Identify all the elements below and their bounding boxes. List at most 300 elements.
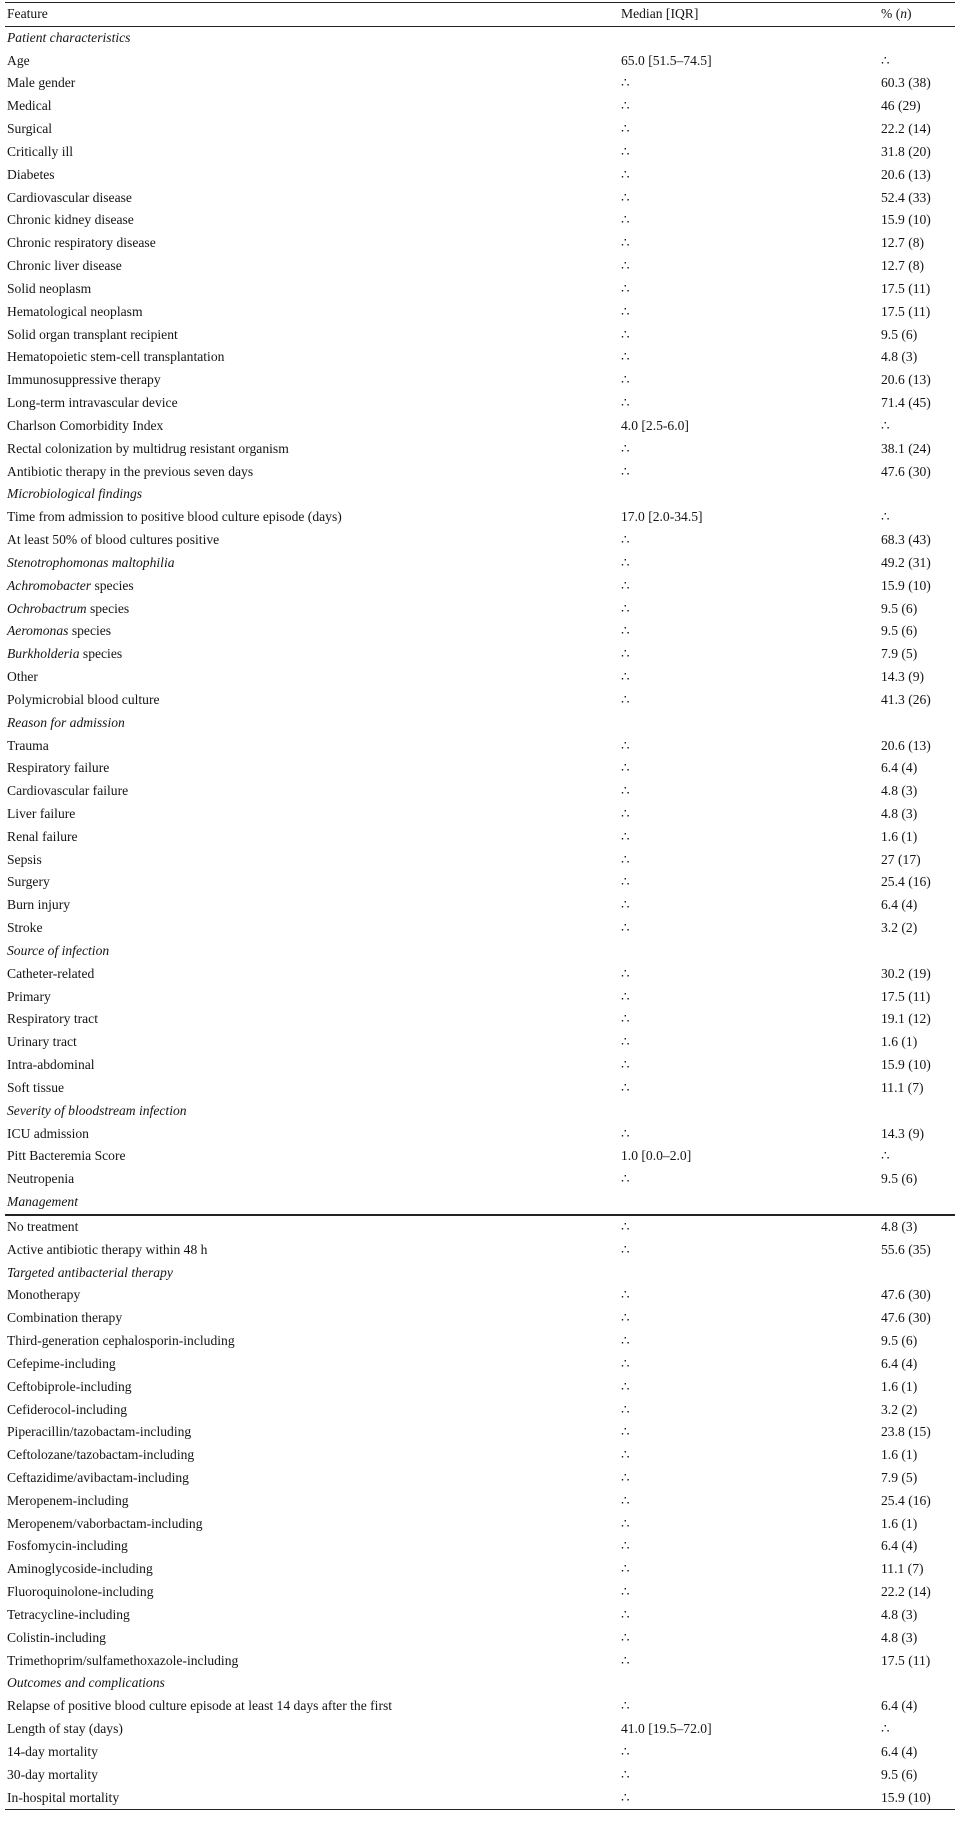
feature-cell <box>7 598 129 621</box>
percent-cell: ∴ <box>881 417 890 433</box>
feature-cell: Urinary tract <box>7 1034 77 1050</box>
table-row <box>5 50 955 73</box>
feature-cell: Antibiotic therapy in the previous seven days <box>7 463 254 479</box>
table-row <box>5 757 955 780</box>
table-row <box>5 598 955 621</box>
feature-cell: Neutropenia <box>7 1171 75 1187</box>
median-cell: 1.0 [0.0–2.0] <box>621 1148 692 1164</box>
header-median: Median [IQR] <box>621 6 699 21</box>
feature-cell: No treatment <box>7 1218 79 1234</box>
median-cell: ∴ <box>621 988 630 1004</box>
feature-cell: Meropenem-including <box>7 1492 129 1508</box>
feature-cell: Respiratory tract <box>7 1011 98 1027</box>
feature-cell: Stroke <box>7 920 43 936</box>
percent-cell: 20.6 (13) <box>881 166 931 182</box>
table-row <box>5 826 955 849</box>
median-cell: ∴ <box>621 554 630 570</box>
median-cell: ∴ <box>621 349 630 365</box>
percent-cell: 4.8 (3) <box>881 1606 918 1622</box>
section-heading <box>5 1672 955 1695</box>
median-cell: ∴ <box>621 1561 630 1577</box>
feature-cell: Diabetes <box>7 166 55 182</box>
table-row <box>5 1787 955 1811</box>
feature-cell: Renal failure <box>7 828 78 844</box>
table-row <box>5 346 955 369</box>
feature-cell: Pitt Bacteremia Score <box>7 1148 126 1164</box>
header-feature: Feature <box>7 6 48 21</box>
median-cell: ∴ <box>621 1424 630 1440</box>
percent-cell: 47.6 (30) <box>881 463 931 479</box>
table-row <box>5 1535 955 1558</box>
percent-cell: 12.7 (8) <box>881 235 925 251</box>
section-label: Reason for admission <box>7 714 125 730</box>
feature-cell: In-hospital mortality <box>7 1789 120 1805</box>
section-heading <box>5 483 955 506</box>
table-row <box>5 1490 955 1513</box>
table-row <box>5 1604 955 1627</box>
percent-cell: 1.6 (1) <box>881 1447 918 1463</box>
table-row <box>5 1695 955 1718</box>
median-cell: 41.0 [19.5–72.0] <box>621 1721 712 1737</box>
table-row <box>5 369 955 392</box>
percent-cell: 25.4 (16) <box>881 1492 931 1508</box>
percent-cell: 22.2 (14) <box>881 121 931 137</box>
median-cell: ∴ <box>621 874 630 890</box>
percent-cell: 6.4 (4) <box>881 760 918 776</box>
feature-cell: Ceftobiprole-including <box>7 1378 132 1394</box>
feature-cell: Surgery <box>7 874 50 890</box>
table-row <box>5 849 955 872</box>
median-cell: ∴ <box>621 440 630 456</box>
percent-cell: ∴ <box>881 1721 890 1737</box>
median-cell: ∴ <box>621 98 630 114</box>
percent-cell: 19.1 (12) <box>881 1011 931 1027</box>
section-label: Source of infection <box>7 942 110 958</box>
median-cell: ∴ <box>621 1515 630 1531</box>
feature-cell <box>7 620 111 643</box>
feature-cell: Other <box>7 669 38 685</box>
table-row <box>5 1558 955 1581</box>
table-row <box>5 689 955 712</box>
feature-suffix: species <box>91 577 134 593</box>
section-label: Outcomes and complications <box>7 1675 165 1691</box>
median-cell: ∴ <box>621 691 630 707</box>
table-row <box>5 1376 955 1399</box>
percent-cell: 6.4 (4) <box>881 897 918 913</box>
feature-cell: Ceftolozane/tazobactam-including <box>7 1447 195 1463</box>
median-cell: ∴ <box>621 828 630 844</box>
feature-cell: Respiratory failure <box>7 760 110 776</box>
median-cell: ∴ <box>621 1743 630 1759</box>
section-heading <box>5 1100 955 1123</box>
feature-cell: At least 50% of blood cultures positive <box>7 532 220 548</box>
feature-cell: Hematopoietic stem-cell transplantation <box>7 349 225 365</box>
percent-cell: 9.5 (6) <box>881 1171 918 1187</box>
table-row <box>5 1581 955 1604</box>
median-cell: ∴ <box>621 463 630 479</box>
header-pct: % (n) <box>881 6 912 21</box>
median-cell: ∴ <box>621 395 630 411</box>
feature-cell: Aminoglycoside-including <box>7 1561 153 1577</box>
feature-cell: Surgical <box>7 121 53 137</box>
percent-cell: 46 (29) <box>881 98 921 114</box>
table-row <box>5 164 955 187</box>
table-row <box>5 1399 955 1422</box>
percent-cell: 4.8 (3) <box>881 783 918 799</box>
table-row <box>5 1008 955 1031</box>
percent-cell: 47.6 (30) <box>881 1310 931 1326</box>
percent-cell: ∴ <box>881 509 890 525</box>
percent-cell: 3.2 (2) <box>881 920 918 936</box>
median-cell: 65.0 [51.5–74.5] <box>621 52 712 68</box>
percent-cell: 15.9 (10) <box>881 212 931 228</box>
feature-cell: Cardiovascular failure <box>7 783 129 799</box>
percent-cell: 55.6 (35) <box>881 1241 931 1257</box>
feature-cell: Relapse of positive blood culture episode at least 14 days after the first <box>7 1698 393 1714</box>
table-row <box>5 1284 955 1307</box>
median-cell: ∴ <box>621 1171 630 1187</box>
table-row <box>5 1239 955 1262</box>
table-row <box>5 1307 955 1330</box>
percent-cell: ∴ <box>881 1148 890 1164</box>
median-cell: ∴ <box>621 737 630 753</box>
table-row <box>5 620 955 643</box>
feature-cell: Ceftazidime/avibactam-including <box>7 1470 189 1485</box>
median-cell: ∴ <box>621 121 630 137</box>
median-cell: ∴ <box>621 189 630 205</box>
table-row <box>5 1077 955 1100</box>
median-cell: ∴ <box>621 326 630 342</box>
percent-cell: 6.4 (4) <box>881 1743 918 1759</box>
feature-cell: Piperacillin/tazobactam-including <box>7 1424 192 1440</box>
percent-cell: 1.6 (1) <box>881 1515 918 1531</box>
feature-suffix: species <box>68 623 112 639</box>
median-cell: ∴ <box>621 1447 630 1463</box>
feature-cell: Trauma <box>7 737 49 753</box>
feature-cell: Solid neoplasm <box>7 280 92 296</box>
section-heading <box>5 712 955 735</box>
median-cell: ∴ <box>621 1057 630 1073</box>
percent-cell: 52.4 (33) <box>881 189 931 205</box>
percent-cell: 31.8 (20) <box>881 143 931 159</box>
percent-cell: 15.9 (10) <box>881 1789 931 1805</box>
median-cell: ∴ <box>621 1584 630 1600</box>
species-name: Ochrobactrum <box>7 600 87 616</box>
section-heading <box>5 1191 955 1216</box>
feature-cell: Cefepime-including <box>7 1355 116 1371</box>
percent-cell: 1.6 (1) <box>881 828 918 844</box>
feature-cell: Liver failure <box>7 805 76 821</box>
table-row <box>5 1145 955 1168</box>
percent-cell: 17.5 (11) <box>881 1652 931 1668</box>
feature-cell <box>7 643 122 666</box>
species-name: Aeromonas <box>7 623 69 639</box>
median-cell: ∴ <box>621 1766 630 1782</box>
median-cell: ∴ <box>621 1698 630 1714</box>
median-cell: ∴ <box>621 600 630 616</box>
table-row <box>5 392 955 415</box>
table-row <box>5 963 955 986</box>
median-cell: ∴ <box>621 805 630 821</box>
median-cell: ∴ <box>621 280 630 296</box>
table-row <box>5 118 955 141</box>
median-cell: ∴ <box>621 1287 630 1303</box>
section-label: Patient characteristics <box>7 29 131 45</box>
median-cell: ∴ <box>621 1606 630 1622</box>
percent-cell: 11.1 (7) <box>881 1561 924 1577</box>
median-cell: ∴ <box>621 1355 630 1371</box>
table-row <box>5 1444 955 1467</box>
feature-cell: Polymicrobial blood culture <box>7 691 160 707</box>
table-row <box>5 643 955 666</box>
median-cell: ∴ <box>621 1401 630 1417</box>
table-row <box>5 735 955 758</box>
percent-cell: 68.3 (43) <box>881 532 931 548</box>
feature-cell: ICU admission <box>7 1125 89 1141</box>
percent-cell: 7.9 (5) <box>881 1470 918 1485</box>
median-cell: ∴ <box>621 235 630 251</box>
table-row <box>5 1031 955 1054</box>
median-cell: ∴ <box>621 669 630 685</box>
table-row <box>5 324 955 347</box>
percent-cell: 23.8 (15) <box>881 1424 931 1440</box>
percent-cell: 20.6 (13) <box>881 737 931 753</box>
feature-cell: Chronic liver disease <box>7 258 122 274</box>
percent-cell: 4.8 (3) <box>881 1218 918 1234</box>
table-row <box>5 415 955 438</box>
median-cell: ∴ <box>621 1241 630 1257</box>
median-cell: ∴ <box>621 783 630 799</box>
percent-cell: 4.8 (3) <box>881 805 918 821</box>
median-cell: ∴ <box>621 623 630 639</box>
percent-cell: 9.5 (6) <box>881 326 918 342</box>
median-cell: ∴ <box>621 143 630 159</box>
percent-cell: 17.5 (11) <box>881 303 931 319</box>
percent-cell: 30.2 (19) <box>881 965 931 981</box>
median-cell: ∴ <box>621 1378 630 1394</box>
feature-cell: Third-generation cephalosporin-including <box>7 1333 235 1349</box>
species-name: Burkholderia <box>7 646 80 662</box>
feature-cell: Time from admission to positive blood culture episode (days) <box>7 509 342 525</box>
percent-cell: 12.7 (8) <box>881 258 925 274</box>
table-row <box>5 803 955 826</box>
percent-cell: 17.5 (11) <box>881 280 931 296</box>
feature-cell <box>7 552 175 575</box>
percent-cell: 14.3 (9) <box>881 669 925 685</box>
percent-cell: 9.5 (6) <box>881 1333 918 1349</box>
median-cell: ∴ <box>621 75 630 91</box>
median-cell: ∴ <box>621 920 630 936</box>
table-row <box>5 871 955 894</box>
species-name: Stenotrophomonas maltophilia <box>7 554 175 570</box>
table-row <box>5 141 955 164</box>
percent-cell: 17.5 (11) <box>881 988 931 1004</box>
percent-cell: 7.9 (5) <box>881 646 918 662</box>
section-label: Management <box>7 1194 78 1210</box>
table-row <box>5 1718 955 1741</box>
feature-cell: Active antibiotic therapy within 48 h <box>7 1241 208 1257</box>
feature-cell: Colistin-including <box>7 1629 106 1645</box>
median-cell: ∴ <box>621 1310 630 1326</box>
median-cell: ∴ <box>621 212 630 228</box>
median-cell: 4.0 [2.5-6.0] <box>621 417 689 433</box>
percent-cell: 15.9 (10) <box>881 577 931 593</box>
table-row <box>5 1054 955 1077</box>
table-row <box>5 1764 955 1787</box>
median-cell: ∴ <box>621 1218 630 1234</box>
table-body <box>5 27 955 1811</box>
percent-cell: 6.4 (4) <box>881 1355 918 1371</box>
percent-cell: 4.8 (3) <box>881 349 918 365</box>
section-label: Microbiological findings <box>7 486 143 502</box>
percent-cell: 27 (17) <box>881 851 921 867</box>
median-cell: ∴ <box>621 372 630 388</box>
table-row <box>5 1123 955 1146</box>
percent-cell: 11.1 (7) <box>881 1079 924 1095</box>
feature-suffix: species <box>79 646 123 662</box>
percent-cell: 4.8 (3) <box>881 1629 918 1645</box>
table-row <box>5 461 955 484</box>
median-cell: ∴ <box>621 166 630 182</box>
table-row <box>5 529 955 552</box>
table-row <box>5 1168 955 1191</box>
median-cell: ∴ <box>621 1538 630 1554</box>
table-row <box>5 575 955 598</box>
section-label: Targeted antibacterial therapy <box>7 1264 173 1280</box>
table-row <box>5 1650 955 1673</box>
table-row <box>5 1353 955 1376</box>
median-cell: ∴ <box>621 1079 630 1095</box>
table-row <box>5 1741 955 1764</box>
table-row <box>5 1421 955 1444</box>
feature-cell: Rectal colonization by multidrug resistant organism <box>7 440 289 456</box>
table-row <box>5 1467 955 1490</box>
median-cell: ∴ <box>621 1789 630 1805</box>
percent-cell: 6.4 (4) <box>881 1698 918 1714</box>
table-row <box>5 506 955 529</box>
section-heading <box>5 940 955 963</box>
feature-cell: Fosfomycin-including <box>7 1538 128 1554</box>
median-cell: ∴ <box>621 646 630 662</box>
percent-cell: 60.3 (38) <box>881 75 931 91</box>
median-cell: ∴ <box>621 1492 630 1508</box>
table-row <box>5 438 955 461</box>
table-row <box>5 894 955 917</box>
table-row <box>5 301 955 324</box>
feature-cell: Fluoroquinolone-including <box>7 1584 154 1600</box>
median-cell: ∴ <box>621 577 630 593</box>
feature-cell: Tetracycline-including <box>7 1606 130 1622</box>
feature-cell: Combination therapy <box>7 1310 123 1326</box>
feature-cell: Catheter-related <box>7 965 95 981</box>
section-heading <box>5 1262 955 1285</box>
table-header <box>5 2 955 27</box>
median-cell: ∴ <box>621 1034 630 1050</box>
median-cell: ∴ <box>621 965 630 981</box>
table-row <box>5 95 955 118</box>
table-row <box>5 1513 955 1536</box>
percent-cell: 20.6 (13) <box>881 372 931 388</box>
percent-cell: 15.9 (10) <box>881 1057 931 1073</box>
section-heading <box>5 27 955 50</box>
feature-cell: Chronic respiratory disease <box>7 235 156 251</box>
feature-cell: 14-day mortality <box>7 1743 98 1759</box>
feature-cell: Primary <box>7 988 51 1004</box>
table-row <box>5 255 955 278</box>
feature-cell: Age <box>7 52 30 68</box>
species-name: Achromobacter <box>7 577 92 593</box>
percent-cell: 1.6 (1) <box>881 1378 918 1394</box>
feature-cell: Cardiovascular disease <box>7 189 132 205</box>
table-row <box>5 666 955 689</box>
feature-cell: Cefiderocol-including <box>7 1401 128 1417</box>
percent-cell: 49.2 (31) <box>881 554 931 570</box>
feature-cell: Soft tissue <box>7 1079 65 1095</box>
median-cell: ∴ <box>621 1629 630 1645</box>
percent-cell: ∴ <box>881 52 890 68</box>
percent-cell: 14.3 (9) <box>881 1125 925 1141</box>
table-row <box>5 1330 955 1353</box>
feature-cell: Trimethoprim/sulfamethoxazole-including <box>7 1652 239 1668</box>
percent-cell: 38.1 (24) <box>881 440 931 456</box>
percent-cell: 47.6 (30) <box>881 1287 931 1303</box>
percent-cell: 9.5 (6) <box>881 600 918 616</box>
percent-cell: 9.5 (6) <box>881 1766 918 1782</box>
median-cell: ∴ <box>621 760 630 776</box>
percent-cell: 9.5 (6) <box>881 623 918 639</box>
feature-cell: Sepsis <box>7 851 42 867</box>
median-cell: ∴ <box>621 1652 630 1668</box>
table-row <box>5 552 955 575</box>
table-row <box>5 72 955 95</box>
feature-cell <box>7 575 134 598</box>
table-row <box>5 917 955 940</box>
feature-cell: Immunosuppressive therapy <box>7 372 161 388</box>
feature-cell: Intra-abdominal <box>7 1057 95 1073</box>
feature-cell: Monotherapy <box>7 1287 81 1303</box>
feature-cell: 30-day mortality <box>7 1766 98 1782</box>
feature-cell: Charlson Comorbidity Index <box>7 417 164 433</box>
median-cell: ∴ <box>621 303 630 319</box>
table-row <box>5 187 955 210</box>
median-cell: ∴ <box>621 851 630 867</box>
median-cell: ∴ <box>621 1333 630 1349</box>
median-cell: ∴ <box>621 1011 630 1027</box>
feature-suffix: species <box>86 600 130 616</box>
table-row <box>5 1627 955 1650</box>
table-row <box>5 986 955 1009</box>
percent-cell: 1.6 (1) <box>881 1034 918 1050</box>
feature-cell: Meropenem/vaborbactam-including <box>7 1515 203 1531</box>
percent-cell: 6.4 (4) <box>881 1538 918 1554</box>
table-row <box>5 232 955 255</box>
median-cell: ∴ <box>621 1125 630 1141</box>
median-cell: ∴ <box>621 1470 630 1485</box>
median-cell: ∴ <box>621 897 630 913</box>
feature-cell: Solid organ transplant recipient <box>7 326 178 342</box>
median-cell: ∴ <box>621 532 630 548</box>
median-cell: ∴ <box>621 258 630 274</box>
percent-cell: 3.2 (2) <box>881 1401 918 1417</box>
percent-cell: 71.4 (45) <box>881 395 931 411</box>
table-row <box>5 278 955 301</box>
percent-cell: 41.3 (26) <box>881 691 931 707</box>
feature-cell: Male gender <box>7 75 76 91</box>
table-row <box>5 1216 955 1239</box>
section-label: Severity of bloodstream infection <box>7 1102 187 1118</box>
feature-cell: Medical <box>7 98 52 114</box>
feature-cell: Burn injury <box>7 897 71 913</box>
